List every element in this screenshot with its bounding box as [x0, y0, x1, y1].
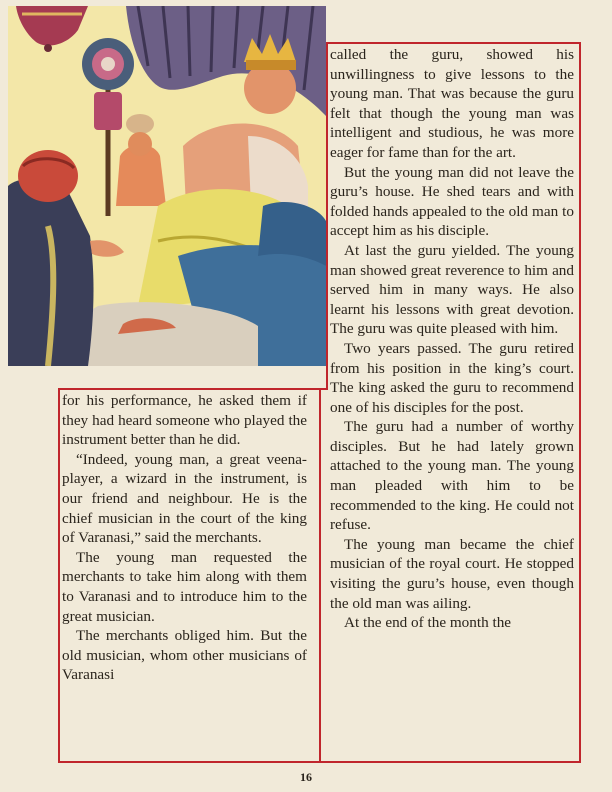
- king-court-illustration: [8, 6, 326, 366]
- paragraph: “Indeed, young man, a great veena-player, a wizard in the instrument, is our friend and neighbour. He is the chief musician in the court of the king of Varanasi,” said the merchants.: [62, 450, 307, 547]
- frame-rule-divider-upper: [326, 42, 328, 390]
- right-text-column: [330, 45, 574, 633]
- frame-rule-right: [579, 42, 581, 762]
- paragraph: The guru had a number of worthy disciples. But he had lately grown attached to the young man. The young man pleaded with him to be recommended to the king. He could not refuse.: [330, 418, 574, 534]
- frame-rule-left: [58, 388, 60, 762]
- paragraph: called the guru, showed his unwillingness to give lessons to the young man. That was because the guru felt that though the young man was intelligent and studious, he was more eager for fame than for the art.: [330, 46, 574, 161]
- paragraph: Two years passed. The guru retired from his position in the king’s court. The king asked the guru to recommend one of his disciples for the post.: [330, 339, 574, 416]
- paragraph: But the young man did not leave the guru’s house. He shed tears and with folded hands appealed to the old man to accept him as his disciple.: [330, 163, 574, 240]
- paragraph: for his performance, he asked them if they had heard someone who played the instrument better than he did.: [62, 392, 307, 449]
- paragraph: The merchants obliged him. But the old musician, whom other musicians of Varanasi: [62, 627, 307, 684]
- paragraph: At last the guru yielded. The young man showed great reverence to him and served him in many ways. He also learnt his lessons with great devotion. The guru was quite pleased with him.: [330, 241, 574, 338]
- left-text-column: [62, 391, 307, 685]
- paragraph: The young man requested the merchants to take him along with them to Varanasi and to introduce him to the great musician.: [62, 548, 307, 625]
- frame-rule-divider-lower: [319, 388, 321, 762]
- frame-rule-bottom: [58, 761, 581, 763]
- page-number: 16: [300, 770, 312, 784]
- frame-rule-mid: [58, 388, 327, 390]
- paragraph: At the end of the month the: [344, 614, 512, 632]
- paragraph: The young man became the chief musician of the royal court. He stopped visiting the guru’s house, even though the old man was ailing.: [330, 535, 574, 612]
- frame-rule-top: [326, 42, 580, 44]
- story-illustration: [8, 6, 326, 366]
